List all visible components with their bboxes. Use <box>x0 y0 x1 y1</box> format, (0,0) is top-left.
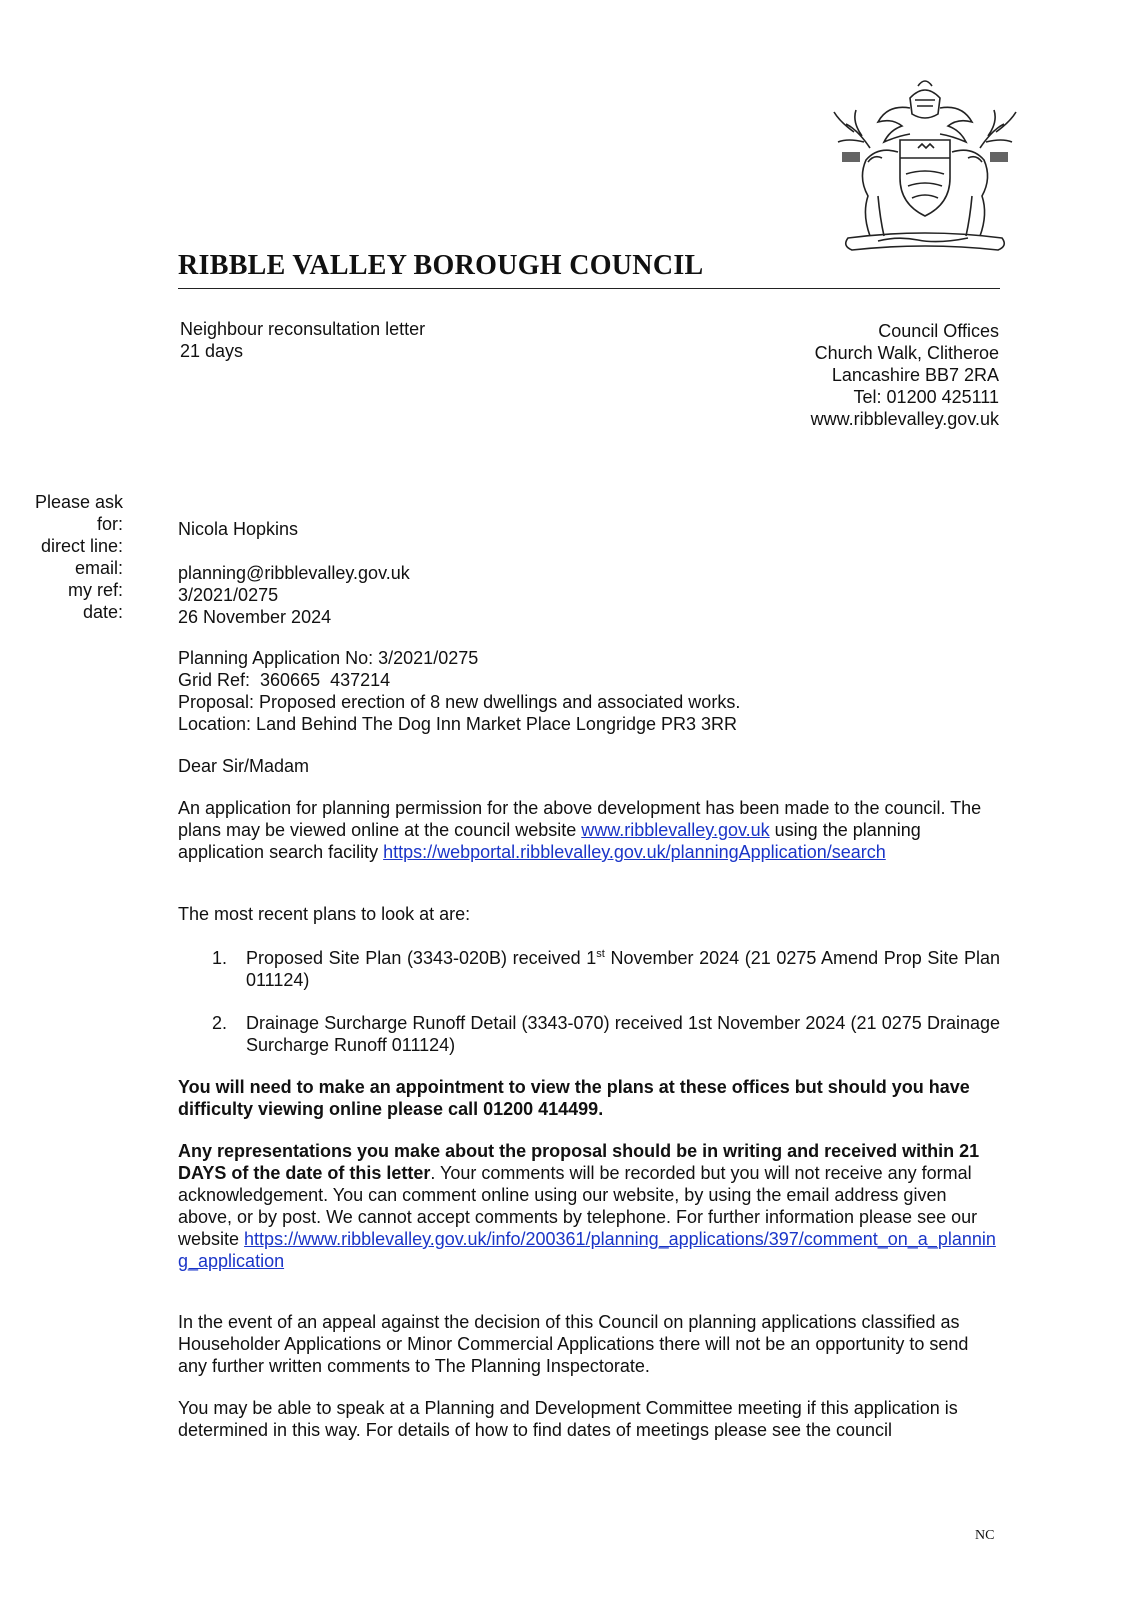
list-item-text: Proposed Site Plan (3343-020B) received 1 <box>246 948 597 968</box>
footer-initials: NC <box>975 1528 995 1543</box>
planning-search-link[interactable]: https://webportal.ribblevalley.gov.uk/planningApplication/search <box>383 842 886 862</box>
council-name: RIBBLE VALLEY BOROUGH COUNCIL <box>178 250 704 281</box>
label-date: date: <box>82 602 123 622</box>
intro-text: using the planning application search facility <box>178 820 921 862</box>
plans-list <box>178 947 1000 1056</box>
grid-reference: Grid Ref: 360665 437214 <box>178 670 391 690</box>
list-item <box>178 947 1000 991</box>
council-website-link[interactable]: www.ribblevalley.gov.uk <box>581 820 770 840</box>
contact-labels <box>13 491 123 623</box>
appeal-paragraph: In the event of an appeal against the decision of this Council on planning applications classified as Householder Applications or Minor Commercial Applications there will not be an opportunity to send any further written comments to The Planning Inspectorate. <box>178 1312 969 1376</box>
label-my-ref: my ref: <box>67 580 123 600</box>
list-item-number: 1. <box>212 948 228 968</box>
representations-paragraph <box>178 1140 1000 1272</box>
direct-line-blank <box>178 540 410 562</box>
address-website: www.ribblevalley.gov.uk <box>810 409 999 429</box>
address-line: Church Walk, Clitheroe <box>814 343 999 363</box>
intro-text: An application for planning permission for the above development has been made to the council. The plans may be viewed online at the council website <box>178 798 982 840</box>
address-line: Lancashire BB7 2RA <box>831 365 999 385</box>
contact-ref: 3/2021/0275 <box>178 585 279 605</box>
committee-paragraph: You may be able to speak at a Planning and Development Committee meeting if this application is determined in this way. For details of how to find dates of meetings please see the council <box>178 1398 958 1440</box>
appointment-notice: You will need to make an appointment to view the plans at these offices but should you have difficulty viewing online please call 01200 414499. <box>178 1077 970 1119</box>
plans-heading: The most recent plans to look at are: <box>178 904 471 924</box>
contact-name: Nicola Hopkins <box>178 519 299 539</box>
application-details <box>178 647 1000 735</box>
location: Location: Land Behind The Dog Inn Market Place Longridge PR3 3RR <box>178 714 738 734</box>
address-line: Council Offices <box>878 321 999 341</box>
letter-type-days: 21 days <box>180 341 244 361</box>
list-item <box>178 1012 1000 1056</box>
letter-type <box>180 318 425 362</box>
letter-date: 26 November 2024 <box>178 607 332 627</box>
letter-type-line: Neighbour reconsultation letter <box>180 319 426 339</box>
address-telephone: Tel: 01200 425111 <box>853 387 999 407</box>
council-address <box>811 320 999 430</box>
ordinal-suffix: st <box>596 948 605 960</box>
label-for: for: <box>96 514 123 534</box>
list-item-text: November 2024 (21 0275 Amend Prop Site Plan 011124) <box>246 948 1000 990</box>
comment-guidance-link[interactable]: https://www.ribblevalley.gov.uk/info/200361/planning_applications/397/comment_on_a_planning_application <box>178 1229 996 1271</box>
contact-email: planning@ribblevalley.gov.uk <box>178 563 410 583</box>
label-please-ask: Please ask <box>34 492 123 512</box>
contact-values <box>178 518 410 628</box>
intro-paragraph <box>178 797 1000 863</box>
list-item-text: Drainage Surcharge Runoff Detail (3343-070) received 1st November 2024 (21 0275 Drainage Surcharge Runoff 011124) <box>246 1013 1000 1055</box>
coat-of-arms-icon <box>818 78 1032 254</box>
salutation: Dear Sir/Madam <box>178 756 310 776</box>
list-item-number: 2. <box>212 1013 228 1033</box>
label-email: email: <box>74 558 123 578</box>
label-direct-line: direct line: <box>40 536 123 556</box>
representations-deadline: Any representations you make about the proposal should be in writing and received within 21 DAYS of the date of this letter <box>178 1141 980 1183</box>
proposal: Proposal: Proposed erection of 8 new dwellings and associated works. <box>178 692 741 712</box>
title-underline <box>178 288 1000 289</box>
representations-text: . Your comments will be recorded but you will not receive any formal acknowledgement. You can comment online using our website, by using the email address given above, or by post. We cannot accept comments by telephone. For further information please see our website <box>178 1163 978 1249</box>
application-number: Planning Application No: 3/2021/0275 <box>178 648 479 668</box>
